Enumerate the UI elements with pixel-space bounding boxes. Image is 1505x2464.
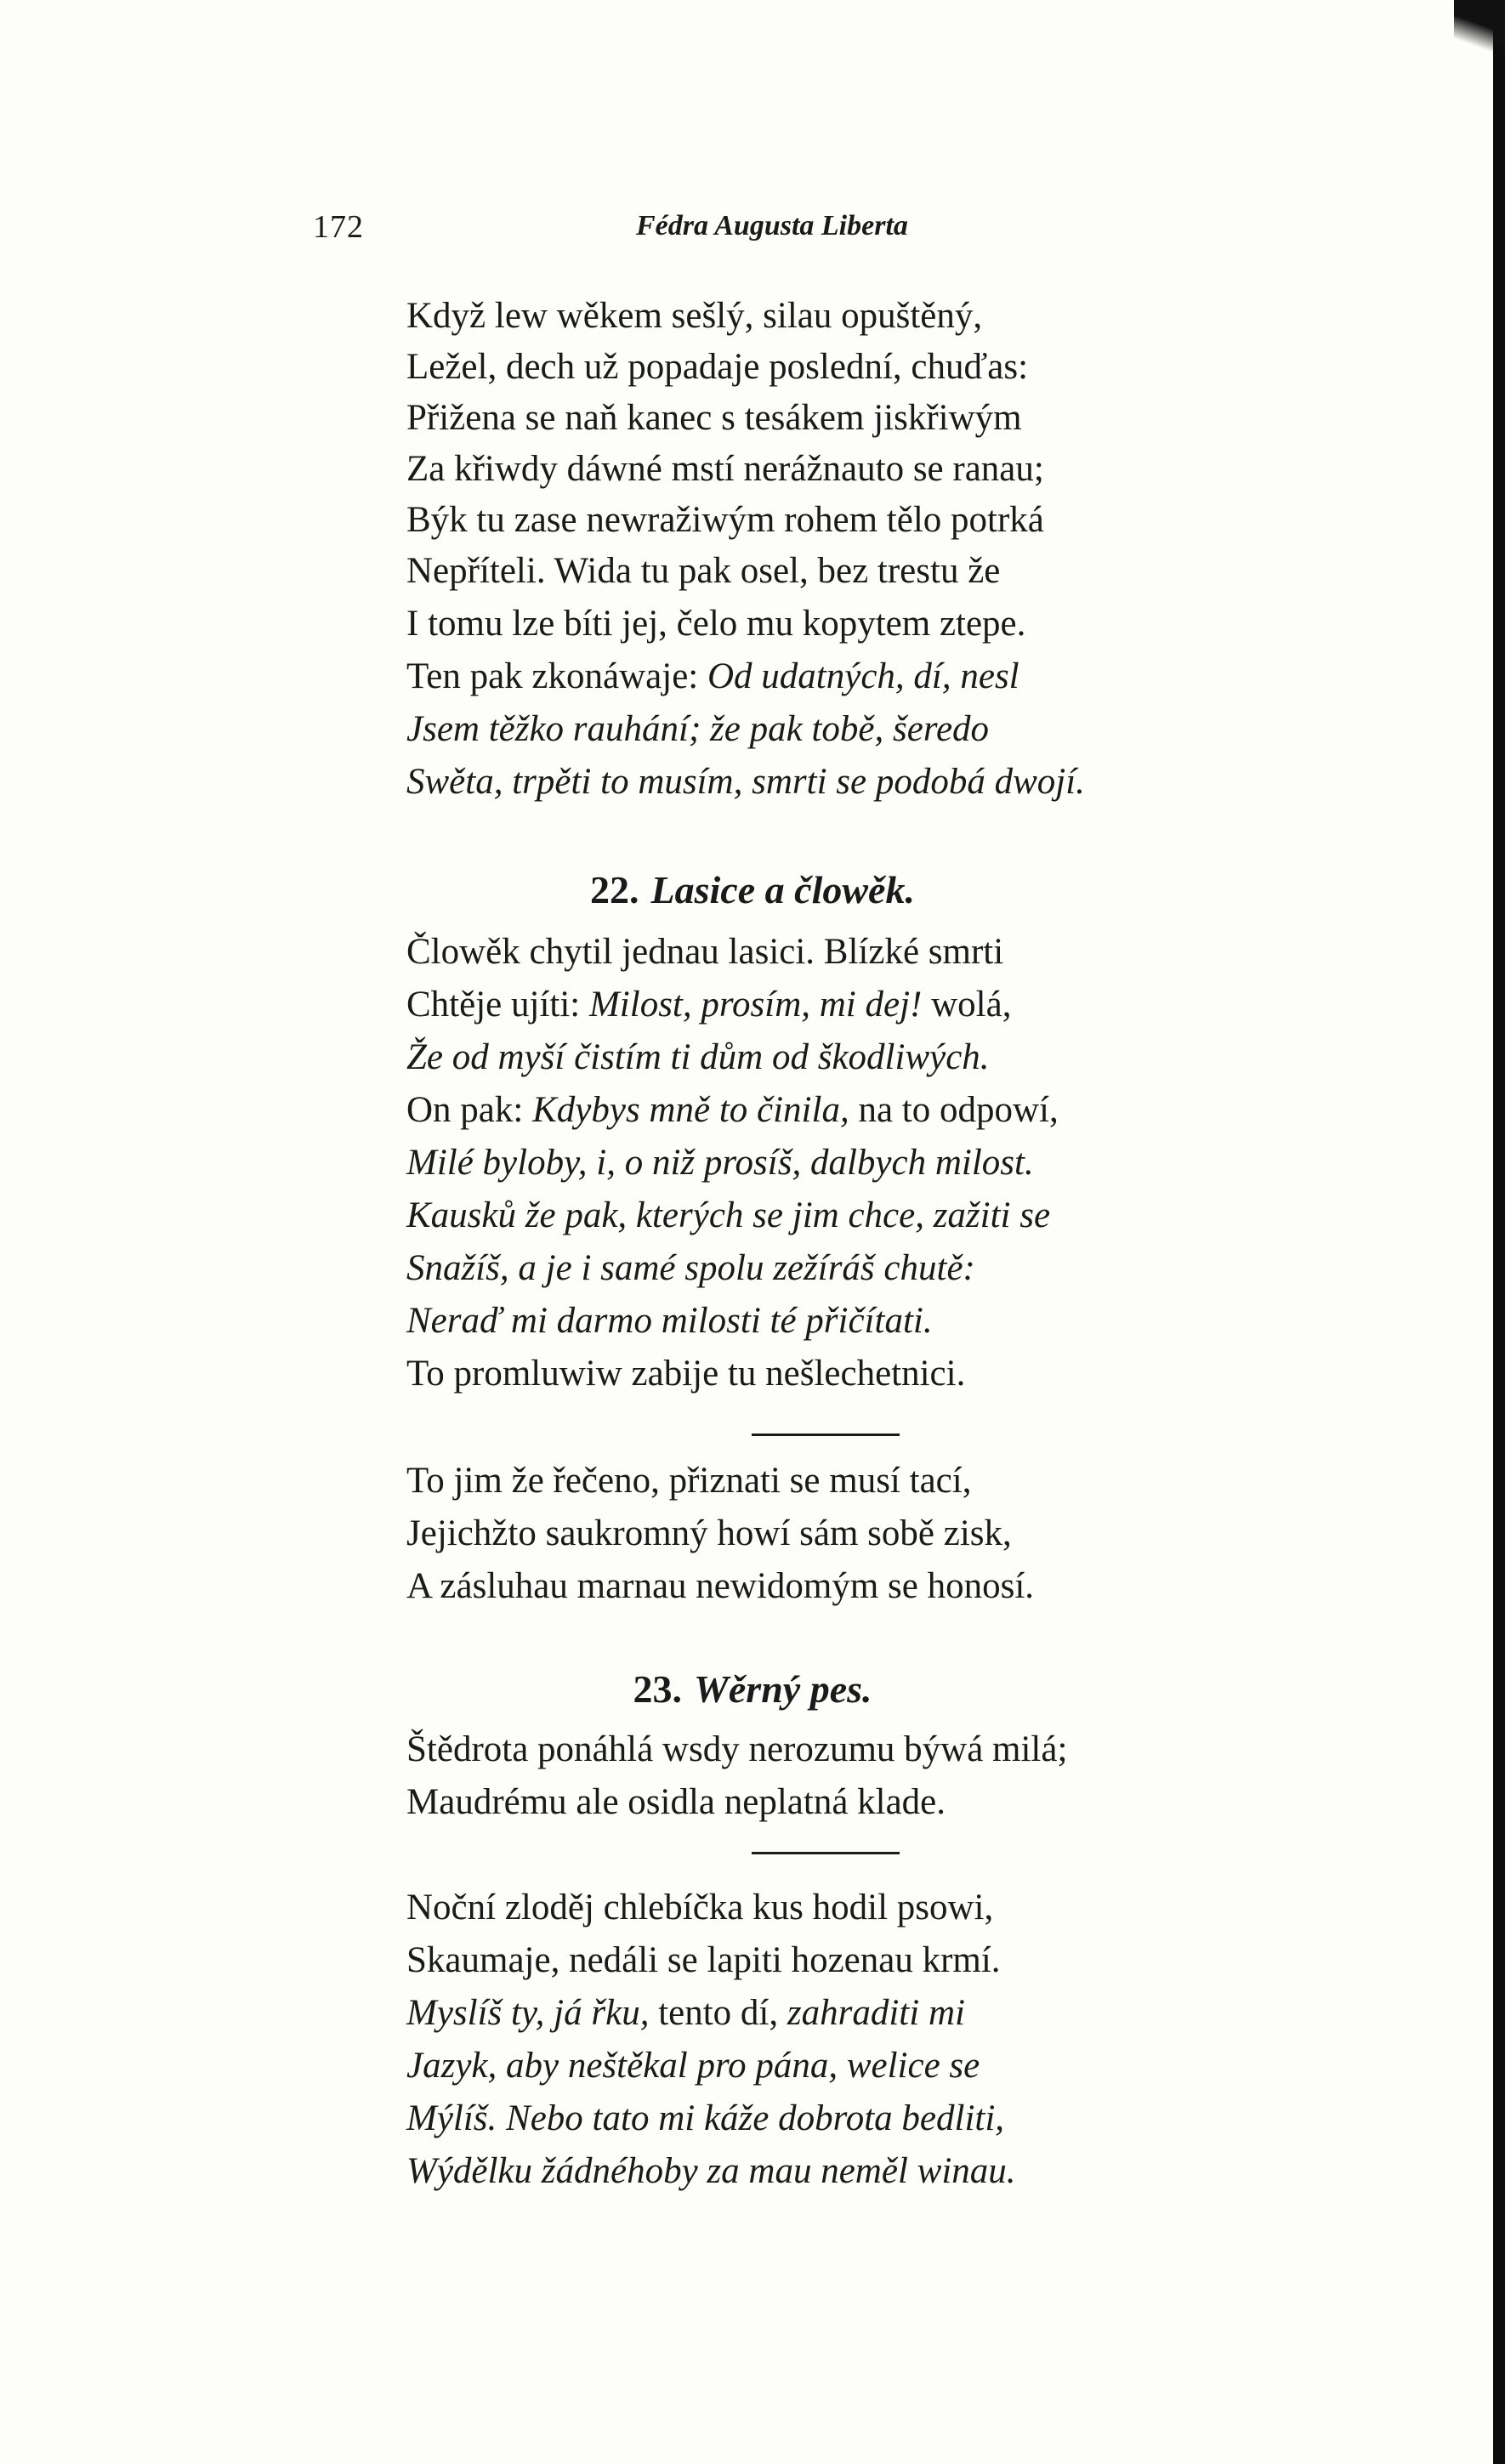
fable22-line-2-end: wolá, — [931, 985, 1012, 1025]
fable21-line-10: Swěta, trpěti to musím, smrti se podobá dwojí. — [406, 762, 1085, 802]
page-number: 172 — [313, 209, 364, 245]
fable22-line-2-plain: Chtěje ujíti: — [406, 985, 581, 1025]
fable22-line-8: Neraď mi darmo milosti té přičítati. — [406, 1301, 933, 1341]
fable21-line-5: Býk tu zase newražiwým rohem tělo potrká — [406, 500, 1044, 540]
fable21-line-8 — [406, 658, 1019, 695]
fable22-line-5: Milé byloby, i, o niž prosíš, dalbych milost. — [406, 1143, 1034, 1183]
fable22-line-4-end: na to odpowí, — [858, 1090, 1059, 1130]
fable22-line-3: Že od myší čistím ti dům od škodliwých. — [406, 1037, 990, 1077]
fable23-title: Wěrný pes. — [693, 1667, 872, 1711]
binding-edge — [1493, 0, 1505, 2464]
fable23-line-2: Skaumaje, nedáli se lapiti hozenau krmí. — [406, 1940, 1001, 1980]
fable23-line-4: Jazyk, aby neštěkal pro pána, welice se — [406, 2046, 980, 2086]
fable23-intro-2: Maudrému ale osidla neplatná klade. — [406, 1782, 946, 1822]
fable23-number: 23. — [633, 1667, 682, 1711]
fable22-line-4 — [406, 1092, 1059, 1128]
fable23-line-3-italic-a: Myslíš ty, já řku, — [406, 1993, 650, 2033]
section-divider — [752, 1434, 900, 1436]
fable23-line-6: Wýdělku žádnéhoby za mau neměl winau. — [406, 2151, 1016, 2191]
fable23-line-3-plain: tento dí, — [658, 1993, 779, 2033]
page-header — [0, 208, 1505, 251]
fable22-line-9: To promluwiw zabije tu nešlechetnici. — [406, 1354, 966, 1394]
running-title: Fédra Augusta Liberta — [636, 210, 908, 241]
fable22-line-1: Člowěk chytil jednau lasici. Blízké smrti — [406, 932, 1004, 972]
fable22-line-4-italic: Kdybys mně to činila, — [532, 1090, 849, 1130]
fable22-heading — [0, 867, 1505, 912]
fable23-line-5: Mýlíš. Nebo tato mi káže dobrota bedliti, — [406, 2098, 1005, 2138]
fable23-heading — [0, 1666, 1505, 1712]
fable21-line-8-plain: Ten pak zkonáwaje: — [406, 656, 699, 696]
binding-edge-corner — [1454, 0, 1505, 77]
fable21-line-8-italic: Od udatných, dí, nesl — [707, 656, 1019, 696]
fable22-title: Lasice a člowěk. — [650, 868, 915, 911]
fable22-line-7: Snažíš, a je i samé spolu zežíráš chutě: — [406, 1248, 975, 1288]
fable22-moral-3: A zásluhau marnau newidomým se honosí. — [406, 1566, 1035, 1606]
fable22-line-4-plain: On pak: — [406, 1090, 524, 1130]
fable23-line-3-italic-b: zahraditi mi — [787, 1993, 965, 2033]
fable23-line-3 — [406, 1995, 965, 2031]
section-divider-2 — [752, 1852, 900, 1854]
fable22-moral-1: To jim že řečeno, přiznati se musí tací, — [406, 1461, 972, 1501]
fable21-line-3: Přižena se naň kanec s tesákem jiskřiwým — [406, 398, 1022, 438]
fable23-line-1: Noční zloděj chlebíčka kus hodil psowi, — [406, 1888, 994, 1927]
fable23-intro-1: Štědrota ponáhlá wsdy nerozumu býwá milá; — [406, 1729, 1068, 1769]
fable21-line-6: Nepříteli. Wida tu pak osel, bez trestu že — [406, 551, 1001, 591]
fable21-line-4: Za křiwdy dáwné mstí nerážnauto se ranau; — [406, 449, 1044, 489]
fable21-line-7: I tomu lze bíti jej, čelo mu kopytem ztepe. — [406, 604, 1026, 644]
fable22-moral-2: Jejichžto saukromný howí sám sobě zisk, — [406, 1513, 1012, 1553]
fable21-line-9: Jsem těžko rauhání; že pak tobě, šeredo — [406, 709, 990, 749]
fable21-line-1: Když lew wěkem sešlý, silau opuštěný, — [406, 296, 983, 336]
fable22-line-2-italic: Milost, prosím, mi dej! — [588, 985, 923, 1025]
fable22-line-6: Kausků že pak, kterých se jim chce, zažiti se — [406, 1195, 1051, 1235]
fable22-line-2 — [406, 986, 1011, 1023]
fable22-number: 22. — [590, 868, 639, 911]
fable21-line-2: Ležel, dech už popadaje poslední, chuďas: — [406, 347, 1029, 387]
